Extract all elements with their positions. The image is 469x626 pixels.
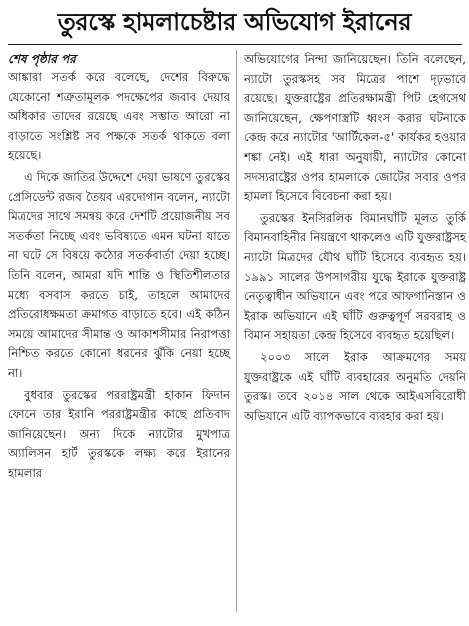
paragraph: আঙ্কারা সতর্ক করে বলেছে, দেশের বিরুদ্ধে যেকোনো শত্রুতামূলক পদক্ষেপের জবাব দেয়ার অধিকার তাদের রয়েছে এবং সম্ভাত আরো না বাড়াতে সংশ্লিষ্ট সব পক্ষকে সতর্ক থাকতে বলা হয়েছে। bbox=[8, 70, 230, 163]
paragraph: বুধবার তুরস্কের পররাষ্ট্রমন্ত্রী হাকান ফিদান ফোনে তার ইরানি পররাষ্ট্রমন্ত্রীর কাছে প্রতিবাদ জানিয়েছেন। অন্য দিকে ন্যাটোর মুখপাত্র অ্যালিসন হার্ট তুরস্ককে লক্ষ্য করে ইরানের হামলার bbox=[8, 387, 230, 480]
left-column bbox=[8, 50, 230, 485]
paragraph: ২০০৩ সালে ইরাক আক্রমণের সময় যুক্তরাষ্ট্রকে এই ঘাঁটি ব্যবহারের অনুমতি দেয়নি তুরস্ক। তবে ২০১৪ সাল থেকে আইএসবিরোধী অভিযানে এটি ব্যাপকভাবে ব্যবহার করা হয়। bbox=[244, 349, 466, 423]
paragraph: তুরস্কের ইনসিরলিক বিমানঘাঁটি মূলত তুর্কি বিমানবাহিনীর নিয়ন্ত্রণে থাকলেও এটি যুক্তরাষ্ট্রসহ ন্যাটো মিত্রদের যৌথ ঘাঁটি হিসেবে ব্যবহৃত হয়। ১৯৯১ সালের উপসাগরীয় যুদ্ধে ইরাকে যুক্তরাষ্ট্র নেতৃত্বাধীন অভিযানে এবং পরে আফগানিস্তান ও ইরাক অভিযানে এই ঘাঁটি গুরুত্বপূর্ণ সরবরাহ ও বিমান সহায়তা কেন্দ্র হিসেবে ব্যবহৃত হয়েছিল। bbox=[244, 210, 466, 343]
headline: তুরস্কে হামলাচেষ্টার অভিযোগ ইরানের bbox=[57, 8, 412, 36]
headline-rule bbox=[8, 44, 462, 45]
paragraph: এ দিকে জাতির উদ্দেশে দেয়া ভাষণে তুরস্কের প্রেসিডেন্ট রজব তৈয়ব এরদোগান বলেন, ন্যাটো মিত্রদের সাথে সমন্বয় করে দেশটি প্রয়োজনীয় সব সতর্কতা নিচ্ছে এবং ভবিষ্যতে এমন ঘটনা যাতে না ঘটে সে বিষয়ে কঠোর সতর্কবার্তা দেয়া হচ্ছে। তিনি বলেন, আমরা যদি শান্তি ও স্থিতিশীলতার মধ্যে বসবাস করতে চাই, তাহলে আমাদের প্রতিরোধক্ষমতা ক্রমাগত বাড়াতে হবে। এই কঠিন সময়ে আমাদের সীমান্ত ও আকাশসীমার নিরাপত্তা নিশ্চিত করতে কোনো ধরনের ঝুঁকি নেয়া হচ্ছে না। bbox=[8, 169, 230, 380]
paragraph: অভিযোগের নিন্দা জানিয়েছেন। তিনি বলেছেন, ন্যাটো তুরস্কসহ সব মিত্রের পাশে দৃঢ়ভাবে রয়েছে। যুক্তরাষ্ট্রের প্রতিরক্ষামন্ত্রী পিট হেগসেথ জানিয়েছেন, ক্ষেপণাস্ত্রটি ধ্বংস করার ঘটনাকে কেন্দ্র করে ন্যাটোর 'আর্টিকেল-৫' কার্যকর হওয়ার শঙ্কা নেই। এই ধারা অনুযায়ী, ন্যাটোর কোনো সদস্যরাষ্ট্রের ওপর হামলাকে জোটের সবার ওপর হামলা হিসেবে বিবেচনা করা হয়। bbox=[244, 52, 466, 204]
bottom-edge bbox=[0, 612, 469, 626]
column-divider bbox=[236, 50, 237, 612]
right-column bbox=[244, 50, 466, 428]
continued-label: শেষ পৃষ্ঠার পর bbox=[8, 52, 76, 66]
